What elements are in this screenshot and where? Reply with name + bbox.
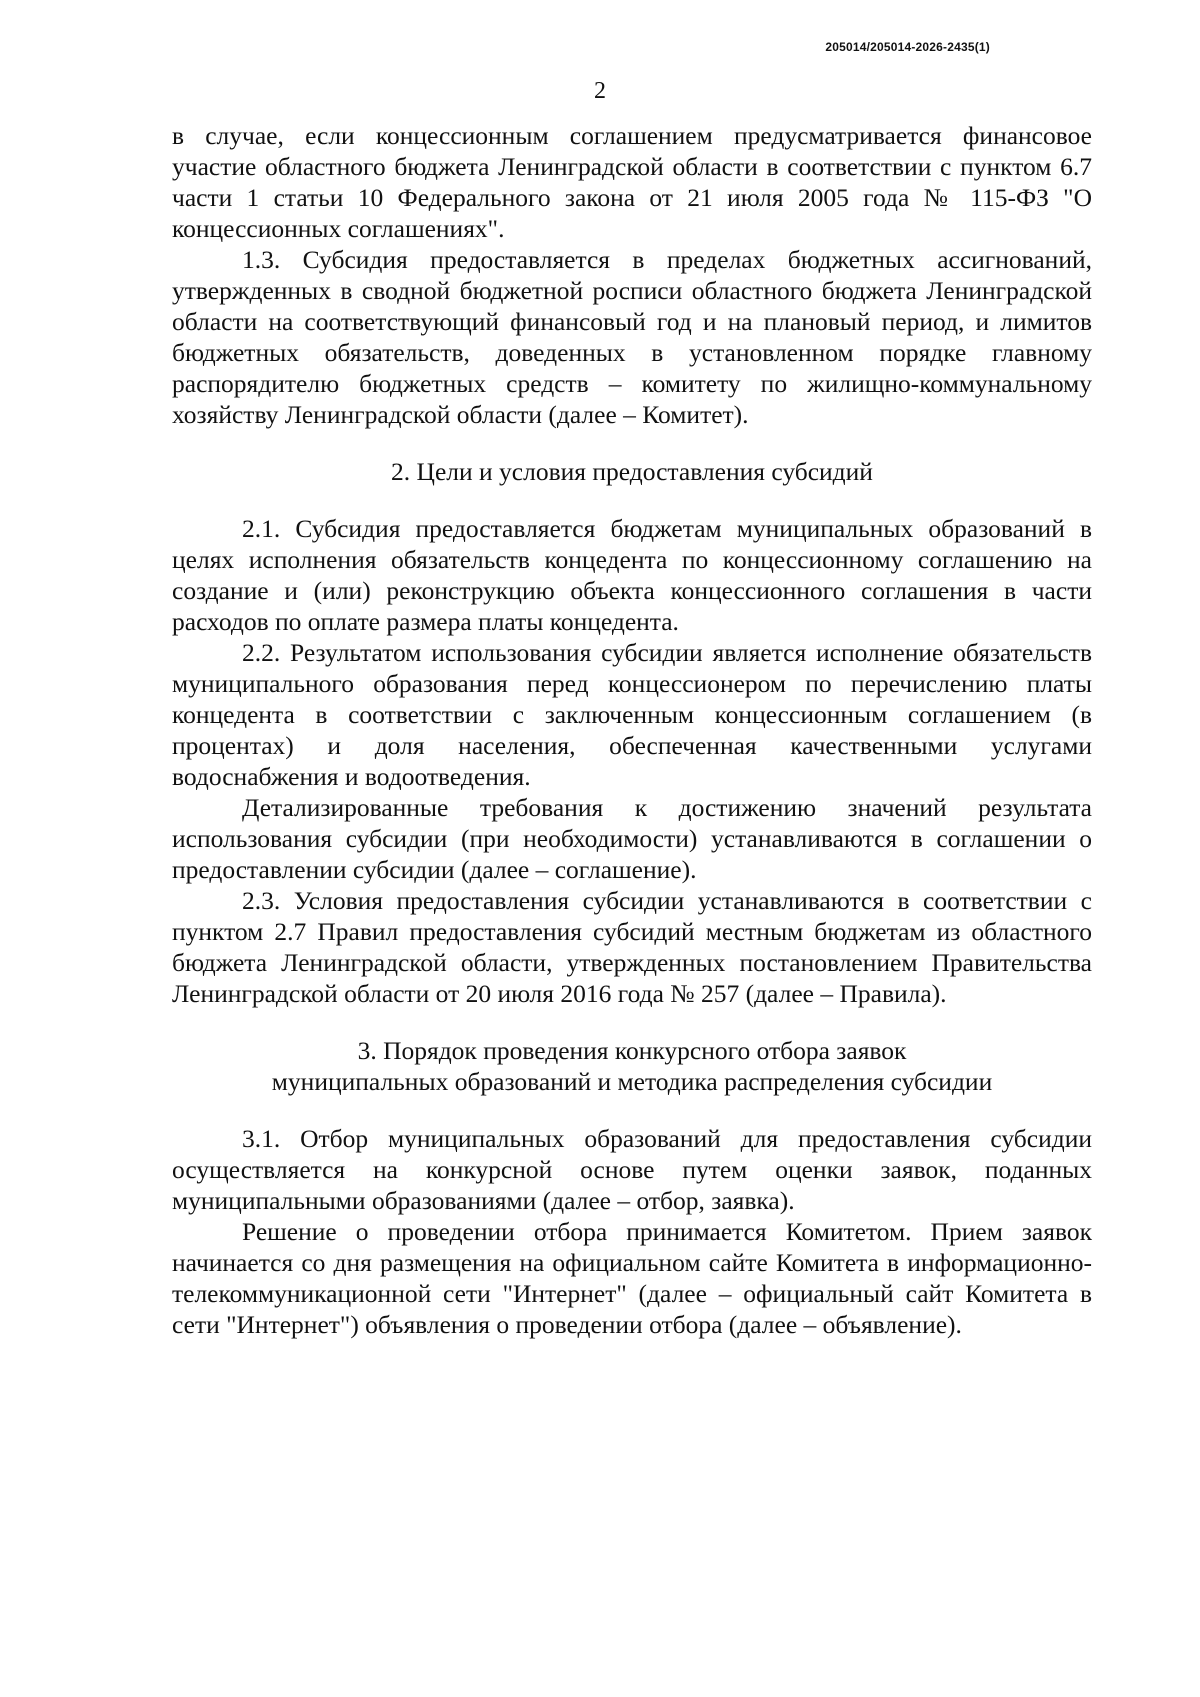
paragraph-detailed-requirements: Детализированные требования к достижению значений результата использования субсидии (при необходимости) устанавливаются в соглашении о предоставлении субсидии (далее – соглашение). bbox=[172, 793, 1092, 884]
paragraph-1-3: 1.3. Субсидия предоставляется в пределах бюджетных ассигнований, утвержденных в сводной бюджетной росписи областного бюджета Ленинградской области на соответствующий финансовый год и на плановый период, и лимитов бюджетных обязательств, доведенных в установленном порядке главному распорядителю бюджетных средств – комитету по жилищно-коммунальному хозяйству Ленинградской области (далее – Комитет). bbox=[172, 245, 1092, 429]
section-heading-2: 2. Цели и условия предоставления субсидий bbox=[391, 457, 873, 486]
document-id: 205014/205014-2026-2435(1) bbox=[825, 40, 990, 54]
section-heading-3-line-1: 3. Порядок проведения конкурсного отбора заявок bbox=[357, 1036, 907, 1065]
document-body bbox=[172, 120, 1092, 1340]
page-number: 2 bbox=[594, 78, 606, 104]
paragraph-2-1: 2.1. Субсидия предоставляется бюджетам муниципальных образований в целях исполнения обязательств концедента по концессионному соглашению на создание и (или) реконструкцию объекта концессионного соглашения в части расходов по оплате размера платы концедента. bbox=[172, 514, 1092, 636]
paragraph-3-1: 3.1. Отбор муниципальных образований для предоставления субсидии осуществляется на конкурсной основе путем оценки заявок, поданных муниципальными образованиями (далее – отбор, заявка). bbox=[172, 1124, 1092, 1215]
paragraph-selection-decision: Решение о проведении отбора принимается Комитетом. Прием заявок начинается со дня размещения на официальном сайте Комитета в информационно-телекоммуникационной сети "Интернет" (далее – официальный сайт Комитета в сети "Интернет") объявления о проведении отбора (далее – объявление). bbox=[172, 1217, 1092, 1339]
paragraph-2-2: 2.2. Результатом использования субсидии является исполнение обязательств муниципального образования перед концессионером по перечислению платы концедента в соответствии с заключенным концессионным соглашением (в процентах) и доля населения, обеспеченная качественными услугами водоснабжения и водоотведения. bbox=[172, 638, 1092, 791]
paragraph-continuation: в случае, если концессионным соглашением предусматривается финансовое участие областного бюджета Ленинградской области в соответствии с пунктом 6.7 части 1 статьи 10 Федерального закона от 21 июля 2005 года № 115-ФЗ "О концессионных соглашениях". bbox=[172, 121, 1092, 243]
paragraph-2-3: 2.3. Условия предоставления субсидии устанавливаются в соответствии с пунктом 2.7 Правил предоставления субсидий местным бюджетам из областного бюджета Ленинградской области, утвержденных постановлением Правительства Ленинградской области от 20 июля 2016 года № 257 (далее – Правила). bbox=[172, 886, 1092, 1008]
section-heading-3-line-2: муниципальных образований и методика распределения субсидии bbox=[271, 1067, 993, 1096]
